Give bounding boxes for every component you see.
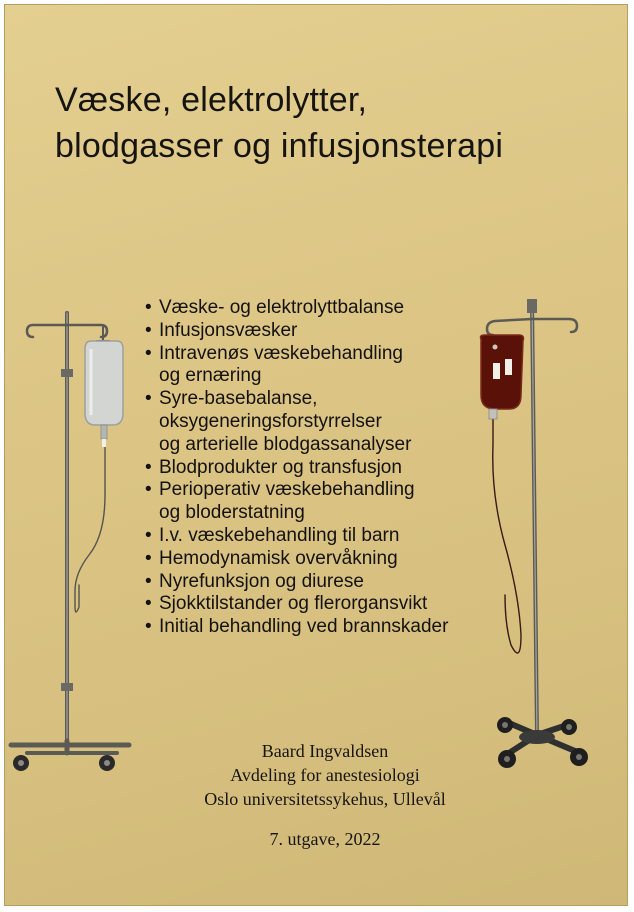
book-cover — [4, 4, 628, 906]
title-line-2: blodgasser og infusjonsterapi — [55, 127, 504, 165]
topic-list — [145, 297, 505, 639]
edition-label: 7. utgave, 2022 — [269, 829, 381, 849]
iv-stand-with-saline-bag-icon — [5, 305, 135, 775]
title-line-1: Væske, elektrolytter, — [55, 81, 368, 119]
topic-item: • Infusjonsvæsker — [145, 320, 505, 343]
topic-item: • Syre-basebalanse, oksygeneringsforstyrrelser og arterielle blodgassanalyser — [145, 388, 505, 456]
topic-item: • Hemodynamisk overvåkning — [145, 548, 505, 571]
topic-item: • Nyrefunksjon og diurese — [145, 571, 505, 594]
topic-item: • Initial behandling ved brannskader — [145, 616, 505, 639]
topic-item: • Blodprodukter og transfusjon — [145, 457, 505, 480]
topic-item: • Væske- og elektrolyttbalanse — [145, 297, 505, 320]
book-title — [55, 77, 615, 169]
topic-item: • Sjokktilstander og flerorgansvikt — [145, 593, 505, 616]
topic-item: • Perioperativ væskebehandling og bloderstatning — [145, 479, 505, 525]
author-institution: Oslo universitetssykehus, Ullevål — [204, 789, 446, 809]
author-name: Baard Ingvaldsen — [261, 741, 389, 761]
topic-item: • I.v. væskebehandling til barn — [145, 525, 505, 548]
author-block — [155, 739, 495, 811]
topic-item: • Intravenøs væskebehandling og ernæring — [145, 343, 505, 389]
author-department: Avdeling for anestesiologi — [230, 765, 420, 785]
